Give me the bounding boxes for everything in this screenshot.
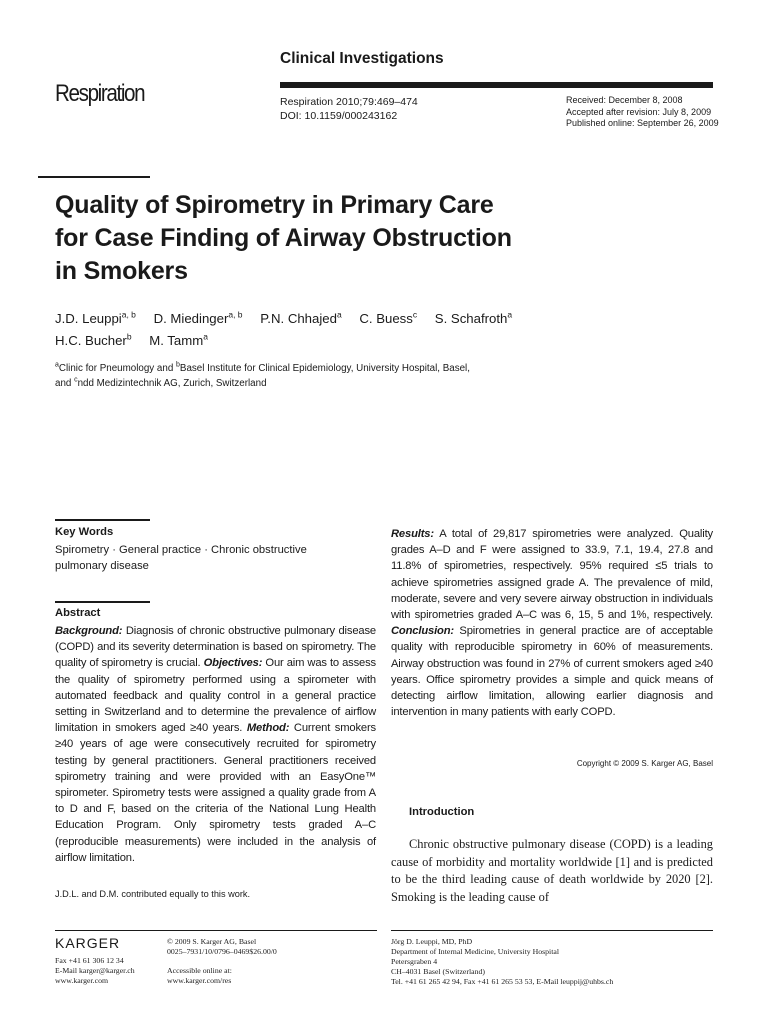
author: H.C. Bucher$^b$ — [55, 331, 132, 348]
publisher-logo: KARGER — [55, 935, 121, 951]
doi-label: DOI: — [280, 109, 305, 122]
author: M. Tamm$^a$ — [149, 331, 208, 348]
title-line: Quality of Spirometry in Primary Care — [55, 191, 494, 219]
results-label: Results: — [391, 528, 434, 540]
publisher-fax: Fax +41 61 306 12 34 — [55, 956, 124, 965]
method-label: Method: — [246, 722, 290, 735]
objectives-label: Objectives: — [203, 657, 263, 670]
affiliations — [55, 362, 535, 391]
author: J.D. Leuppi$^{a, b}$ — [55, 309, 136, 326]
author-line — [55, 330, 695, 352]
dates-block — [566, 95, 719, 130]
objectives-text: Our aim was to assess the quality of spirometry performed using a spirometer with automated feedback and quality control in a general practice setting in Switzerland and to determine the prevalence of airflow limitation in smokers aged ≥40 years. — [55, 657, 377, 735]
accessible-url[interactable]: www.karger.com/res — [167, 976, 232, 985]
background-label: Background: — [55, 625, 123, 637]
footer-rule-left — [55, 930, 377, 931]
doi-line — [280, 110, 418, 124]
footer-rule-right — [391, 930, 713, 931]
author: S. Schafroth$^a$ — [434, 309, 513, 326]
corr-contact: Tel. +41 61 265 42 94, Fax +41 61 265 53 53, E-Mail leuppij@uhbs.ch — [391, 977, 614, 986]
affiliation-line: $^a$Clinic for Pneumology and $^b$Basel Institute for Clinical Epidemiology, University Hospital, Basel, — [55, 361, 470, 374]
issn: 0025–7931/10/0796–0469$26.00/0 — [167, 947, 277, 956]
corr-name: Jörg D. Leuppi, MD, PhD — [391, 937, 473, 946]
header-rule — [280, 82, 713, 88]
keywords-line: pulmonary disease — [55, 560, 149, 572]
article-title — [55, 189, 615, 288]
abstract-heading: Abstract — [55, 607, 101, 619]
method-text: Current smokers ≥40 years of age were consecutively recruited for spirometry testing by general practitioners. General practitioners received spirometry training and were provided with an EasyOne™ spirometer. Spirometry tests were assigned a quality grade from A to D and F, based on the criteria of the National Lung Health Education Program. Only spirometry tests graded A–C (reproducible measurements) were included in the analysis of airflow limitation. — [55, 722, 376, 864]
accepted-date: Accepted after revision: July 8, 2009 — [566, 106, 712, 117]
title-line: in Smokers — [55, 257, 188, 285]
citation-line: Respiration 2010;79:469–474 — [280, 96, 418, 108]
abstract-continued — [391, 526, 713, 720]
author-list — [55, 308, 695, 352]
section-label: Clinical Investigations — [280, 50, 444, 67]
published-date: Published online: September 26, 2009 — [566, 118, 719, 128]
introduction-body: Chronic obstructive pulmonary disease (COPD) is a leading cause of morbidity and mortality worldwide [1] and is predicted to be the third leading cause of death worldwide by 2020 [2]. Smoking is the leading cause of — [391, 837, 713, 904]
keywords-heading: Key Words — [55, 526, 114, 538]
correspondence — [391, 937, 613, 987]
received-date: Received: December 8, 2008 — [566, 95, 683, 105]
author: C. Buess$^c$ — [359, 309, 418, 326]
abstract-body — [55, 623, 376, 866]
results-text: A total of 29,817 spirometries were analyzed. Quality grades A–D and F were assigned to 33.9, 7.1, 19.4, 27.8 and 11.8% of spirometries, respectively. 95% required ≤5 trials to achieve spirometries assigned grade A. The prevalence of mild, moderate, severe and very severe airway obstruction in individuals with spirometries graded A–C was 6, 15, 5 and 1%, respectively. — [391, 528, 713, 622]
title-line: for Case Finding of Airway Obstruction — [55, 224, 512, 252]
doi-link[interactable]: 10.1159/000243162 — [304, 109, 398, 122]
publisher-email[interactable]: E-Mail karger@karger.ch — [55, 966, 135, 975]
publication-info — [167, 937, 277, 986]
footer-copyright: © 2009 S. Karger AG, Basel — [167, 937, 257, 946]
abstract-copyright: Copyright © 2009 S. Karger AG, Basel — [576, 759, 713, 768]
abstract-rule — [55, 601, 150, 603]
affiliation-line: and $^c$ndd Medizintechnik AG, Zurich, Switzerland — [55, 376, 267, 389]
journal-logo: Respiration — [55, 80, 145, 107]
keywords-line: Spirometry · General practice · Chronic obstructive — [55, 544, 307, 556]
background-text: Diagnosis of chronic obstructive pulmonary disease (COPD) and its severity determination is based on spirometry. The quality of spirometry is crucial. — [55, 625, 376, 670]
introduction-heading: Introduction — [409, 806, 475, 818]
publisher-contact — [55, 956, 135, 986]
conclusion-text: Spirometries in general practice are of acceptable quality with reproducible spirometry in 60% of measurements. Airway obstruction was found in 27% of current smokers aged ≥40 years. Office spirometry provides a simple and quick means of detecting airflow limitation, allowing earlier diagnosis and intervention in many patients with early COPD. — [391, 625, 713, 719]
corr-city: CH–4031 Basel (Switzerland) — [391, 967, 485, 976]
author: P.N. Chhajed$^a$ — [260, 309, 342, 326]
corr-street: Petersgraben 4 — [391, 957, 438, 966]
corr-dept: Department of Internal Medicine, University Hospital — [391, 947, 560, 956]
keywords-body — [55, 542, 355, 574]
citation-block — [280, 96, 418, 123]
publisher-web[interactable]: www.karger.com — [55, 976, 109, 985]
title-rule — [38, 176, 150, 178]
accessible-label: Accessible online at: — [167, 966, 232, 975]
author: D. Miedinger$^{a, b}$ — [153, 309, 243, 326]
keywords-rule — [55, 519, 150, 521]
contribution-footnote: J.D.L. and D.M. contributed equally to this work. — [55, 889, 251, 899]
author-line — [55, 308, 695, 330]
conclusion-label: Conclusion: — [391, 625, 454, 638]
